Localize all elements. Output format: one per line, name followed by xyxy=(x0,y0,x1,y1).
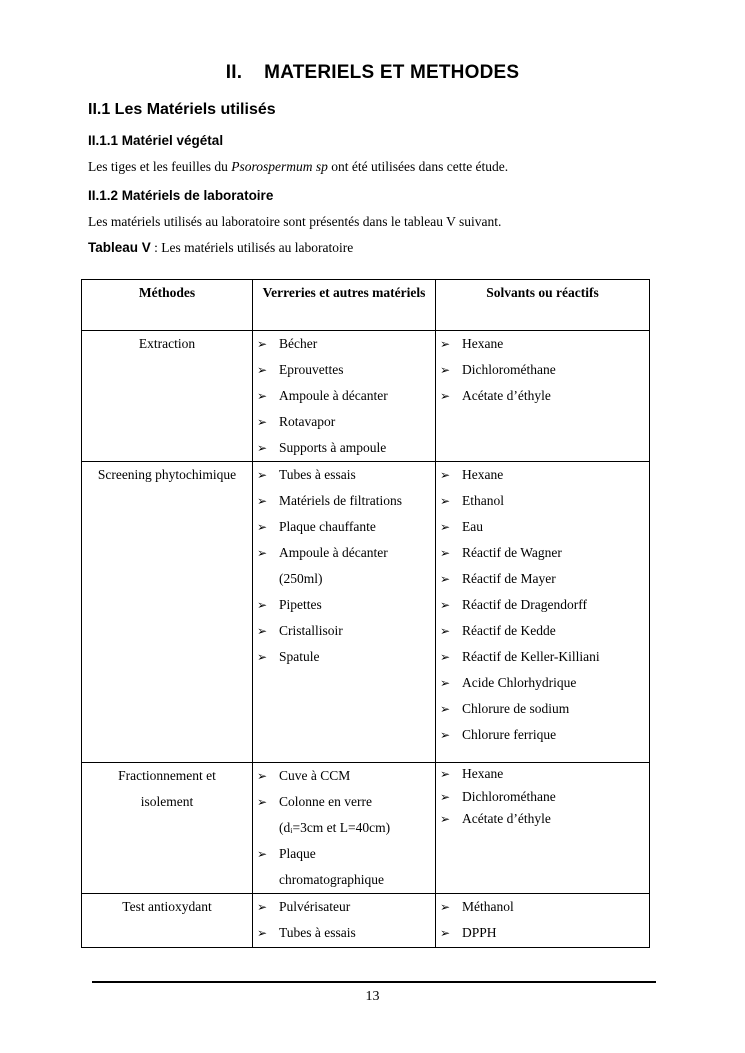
list-item: ➢ Hexane xyxy=(440,763,649,786)
table-row xyxy=(82,763,650,894)
paragraph-vegetal-end: ont été utilisées dans cette étude. xyxy=(327,159,509,174)
method-cell: Extraction xyxy=(82,331,253,462)
chapter-title-text: MATERIELS ET METHODES xyxy=(264,62,520,83)
method-cell: Fractionnement et isolement xyxy=(82,763,253,894)
list-item: ➢ Ampoule à décanter xyxy=(257,383,435,409)
list-item-continuation: (dᵢ=3cm et L=40cm) xyxy=(279,820,391,835)
list-item-continuation: (250ml) xyxy=(279,571,323,586)
list-item: ➢ Bécher xyxy=(257,331,435,357)
list-item: ➢ Hexane xyxy=(440,462,649,488)
list-item: ➢ Eau xyxy=(440,514,649,540)
list-item: ➢ Réactif de Keller-Killiani xyxy=(440,644,649,670)
list-item: ➢ Supports à ampoule xyxy=(257,435,435,461)
reagents-cell xyxy=(436,462,650,763)
table-row xyxy=(82,462,650,763)
list-item: ➢ Réactif de Dragendorff xyxy=(440,592,649,618)
list-item: ➢ Spatule xyxy=(257,644,435,670)
header-verreries: Verreries et autres matériels xyxy=(253,280,436,331)
list-item: ➢ Eprouvettes xyxy=(257,357,435,383)
section-heading: II.1 Les Matériels utilisés xyxy=(88,101,276,118)
paragraph-vegetal xyxy=(88,159,508,175)
table-caption-label: Tableau V xyxy=(88,240,151,255)
materials-table xyxy=(81,279,650,948)
species-name: Psorospermum sp xyxy=(231,159,328,174)
paragraph-vegetal-start: Les tiges et les feuilles du xyxy=(88,159,232,174)
list-item: ➢ Ethanol xyxy=(440,488,649,514)
list-item: ➢ Réactif de Kedde xyxy=(440,618,649,644)
list-item: ➢ Acide Chlorhydrique xyxy=(440,670,649,696)
header-methodes: Méthodes xyxy=(82,280,253,331)
list-item: ➢ Colonne en verre xyxy=(257,789,435,815)
list-item: ➢ Hexane xyxy=(440,331,649,357)
list-item: ➢ Tubes à essais xyxy=(257,462,435,488)
list-item: ➢ Dichlorométhane xyxy=(440,786,649,809)
subsection-heading-laboratoire: II.1.2 Matériels de laboratoire xyxy=(88,188,274,203)
reagents-cell xyxy=(436,331,650,462)
list-item: ➢ Réactif de Wagner xyxy=(440,540,649,566)
list-item: ➢ Méthanol xyxy=(440,894,649,920)
materials-cell xyxy=(253,763,436,894)
subsection-heading-vegetal: II.1.1 Matériel végétal xyxy=(88,133,224,148)
page-number: 13 xyxy=(365,989,380,1004)
table-row xyxy=(82,331,650,462)
materials-cell xyxy=(253,331,436,462)
list-item: ➢ DPPH xyxy=(440,920,649,946)
list-item: ➢ Chlorure de sodium xyxy=(440,696,649,722)
paragraph-laboratoire: Les matériels utilisés au laboratoire sont présentés dans le tableau V suivant. xyxy=(88,214,502,229)
list-item: ➢ Pulvérisateur xyxy=(257,894,435,920)
method-cell: Test antioxydant xyxy=(82,894,253,948)
table-header-row xyxy=(82,280,650,331)
chapter-number: II. xyxy=(225,62,243,83)
list-item: ➢ Plaque chauffante xyxy=(257,514,435,540)
list-item: ➢ Réactif de Mayer xyxy=(440,566,649,592)
list-item: ➢ Acétate d’éthyle xyxy=(440,808,649,831)
chapter-title xyxy=(0,62,745,84)
list-item: ➢ Ampoule à décanter xyxy=(257,540,435,566)
header-solvants: Solvants ou réactifs xyxy=(436,280,650,331)
list-item: ➢ Tubes à essais xyxy=(257,920,435,946)
reagents-cell xyxy=(436,894,650,948)
list-item: ➢ Acétate d’éthyle xyxy=(440,383,649,409)
table-caption xyxy=(88,240,353,256)
materials-cell xyxy=(253,894,436,948)
list-item: ➢ Dichlorométhane xyxy=(440,357,649,383)
list-item: ➢ Matériels de filtrations xyxy=(257,488,435,514)
materials-cell xyxy=(253,462,436,763)
list-item-continuation: chromatographique xyxy=(279,872,384,887)
footer-rule xyxy=(92,981,656,983)
list-item: ➢ Cristallisoir xyxy=(257,618,435,644)
list-item: ➢ Pipettes xyxy=(257,592,435,618)
reagents-cell xyxy=(436,763,650,894)
list-item: ➢ Cuve à CCM xyxy=(257,763,435,789)
table-row xyxy=(82,894,650,948)
method-cell: Screening phytochimique xyxy=(82,462,253,763)
list-item: ➢ Rotavapor xyxy=(257,409,435,435)
table-caption-text: : Les matériels utilisés au laboratoire xyxy=(150,240,354,255)
list-item: ➢ Plaque xyxy=(257,841,435,867)
list-item: ➢ Chlorure ferrique xyxy=(440,722,649,748)
